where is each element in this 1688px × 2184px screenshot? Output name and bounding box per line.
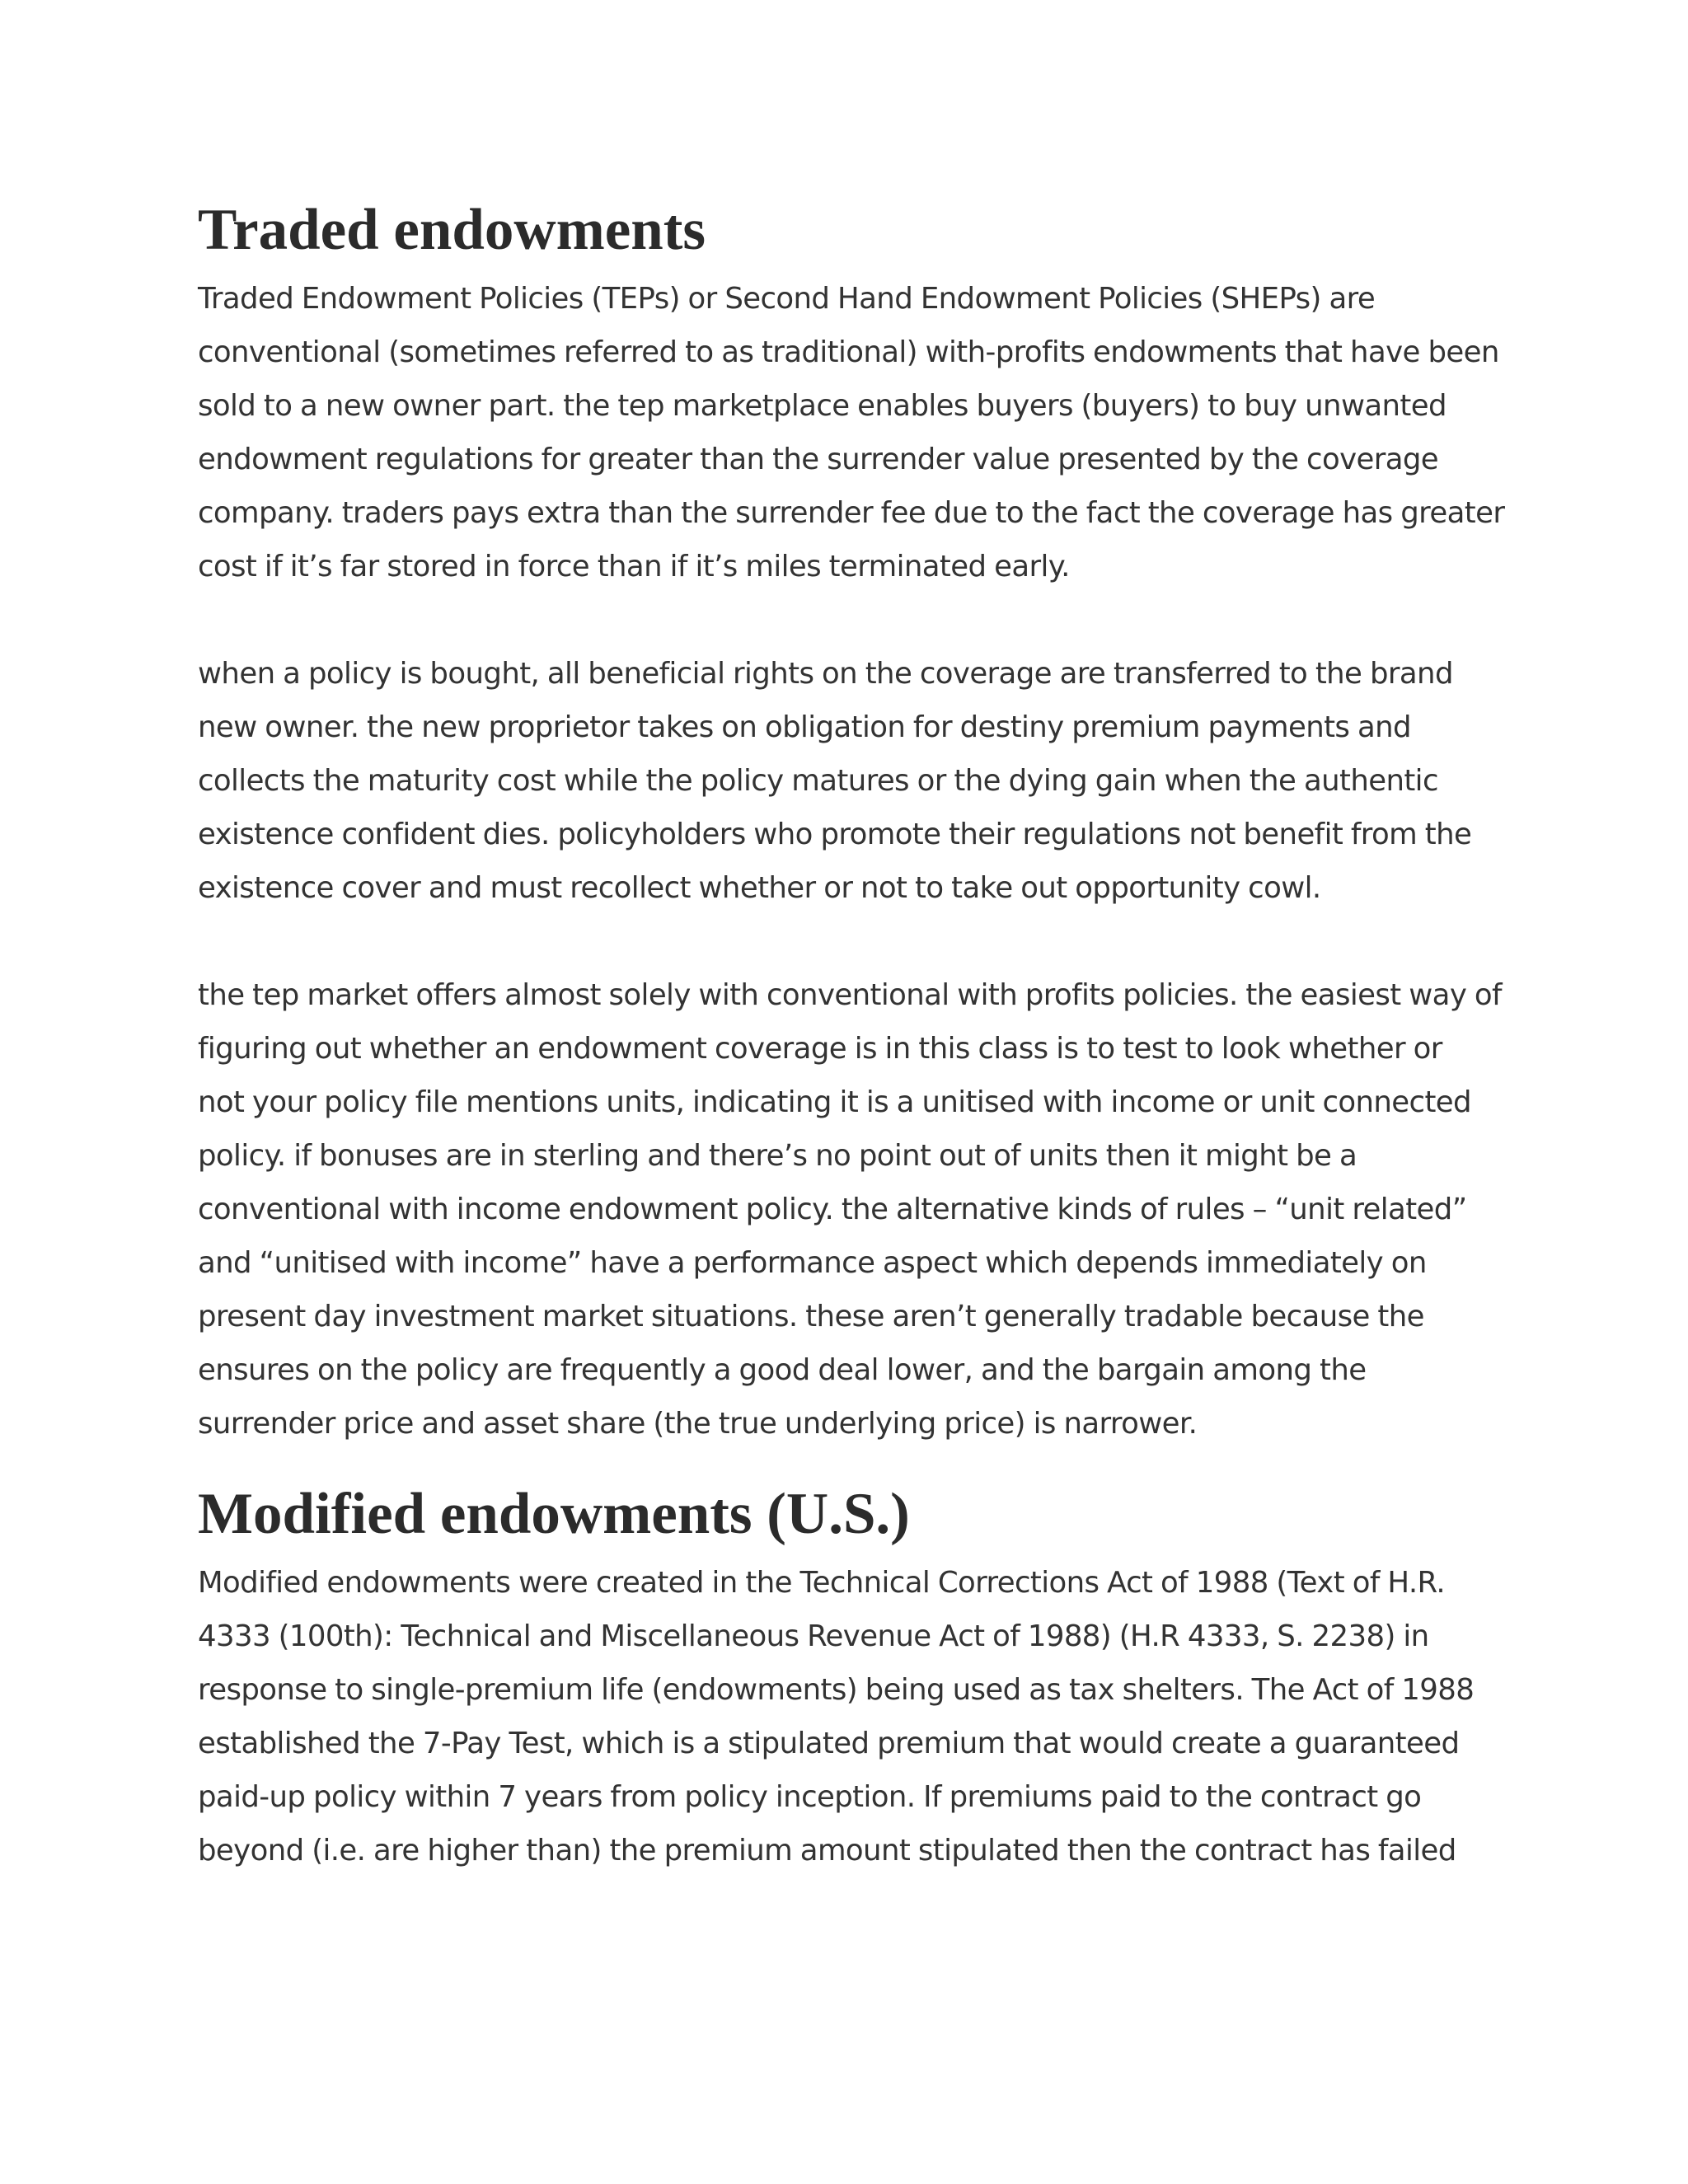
text-line: existence cover and must recollect whether or not to take out opportunity cowl.	[198, 871, 1321, 905]
paragraph-modified-endowments	[198, 1556, 1517, 1877]
paragraph-tep-market	[198, 968, 1517, 1451]
text-line: new owner. the new proprietor takes on obligation for destiny premium payments and	[198, 710, 1411, 744]
text-line: collects the maturity cost while the policy matures or the dying gain when the authentic	[198, 764, 1438, 798]
text-line: ensures on the policy are frequently a good deal lower, and the bargain among the	[198, 1353, 1367, 1387]
paragraph-teps-intro	[198, 272, 1517, 593]
text-line: not your policy file mentions units, indicating it is a unitised with income or unit connected	[198, 1085, 1471, 1119]
text-line: response to single-premium life (endowments) being used as tax shelters. The Act of 1988	[198, 1673, 1475, 1707]
text-line: company. traders pays extra than the surrender fee due to the fact the coverage has greater	[198, 496, 1505, 530]
section-heading-modified-endowments: Modified endowments (U.S.)	[198, 1482, 910, 1546]
document-page	[198, 196, 1517, 1877]
text-line: established the 7-Pay Test, which is a stipulated premium that would create a guaranteed	[198, 1727, 1460, 1760]
section-heading-traded-endowments: Traded endowments	[198, 198, 706, 262]
text-line: Traded Endowment Policies (TEPs) or Second Hand Endowment Policies (SHEPs) are	[198, 282, 1376, 316]
text-line: cost if it’s far stored in force than if it’s miles terminated early.	[198, 550, 1070, 583]
text-line: the tep market offers almost solely with conventional with profits policies. the easiest way of	[198, 978, 1502, 1012]
text-line: 4333 (100th): Technical and Miscellaneous Revenue Act of 1988) (H.R 4333, S. 2238) in	[198, 1619, 1429, 1653]
text-line: and “unitised with income” have a performance aspect which depends immediately on	[198, 1246, 1427, 1280]
text-line: figuring out whether an endowment coverage is in this class is to test to look whether or	[198, 1032, 1442, 1066]
text-line: when a policy is bought, all beneficial rights on the coverage are transferred to the brand	[198, 657, 1453, 691]
text-line: sold to a new owner part. the tep marketplace enables buyers (buyers) to buy unwanted	[198, 389, 1447, 423]
text-line: surrender price and asset share (the true underlying price) is narrower.	[198, 1407, 1198, 1441]
text-line: policy. if bonuses are in sterling and there’s no point out of units then it might be a	[198, 1139, 1357, 1173]
text-line: conventional with income endowment policy. the alternative kinds of rules – “unit related”	[198, 1193, 1467, 1226]
text-line: Modified endowments were created in the Technical Corrections Act of 1988 (Text of H.R.	[198, 1566, 1446, 1600]
text-line: existence confident dies. policyholders who promote their regulations not benefit from the	[198, 818, 1472, 851]
text-line: endowment regulations for greater than the surrender value presented by the coverage	[198, 443, 1439, 476]
text-line: conventional (sometimes referred to as traditional) with-profits endowments that have been	[198, 335, 1499, 369]
text-line: beyond (i.e. are higher than) the premium amount stipulated then the contract has failed	[198, 1834, 1456, 1868]
text-line: paid-up policy within 7 years from policy inception. If premiums paid to the contract go	[198, 1780, 1422, 1814]
text-line: present day investment market situations. these aren’t generally tradable because the	[198, 1300, 1424, 1333]
paragraph-policy-bought	[198, 647, 1517, 915]
